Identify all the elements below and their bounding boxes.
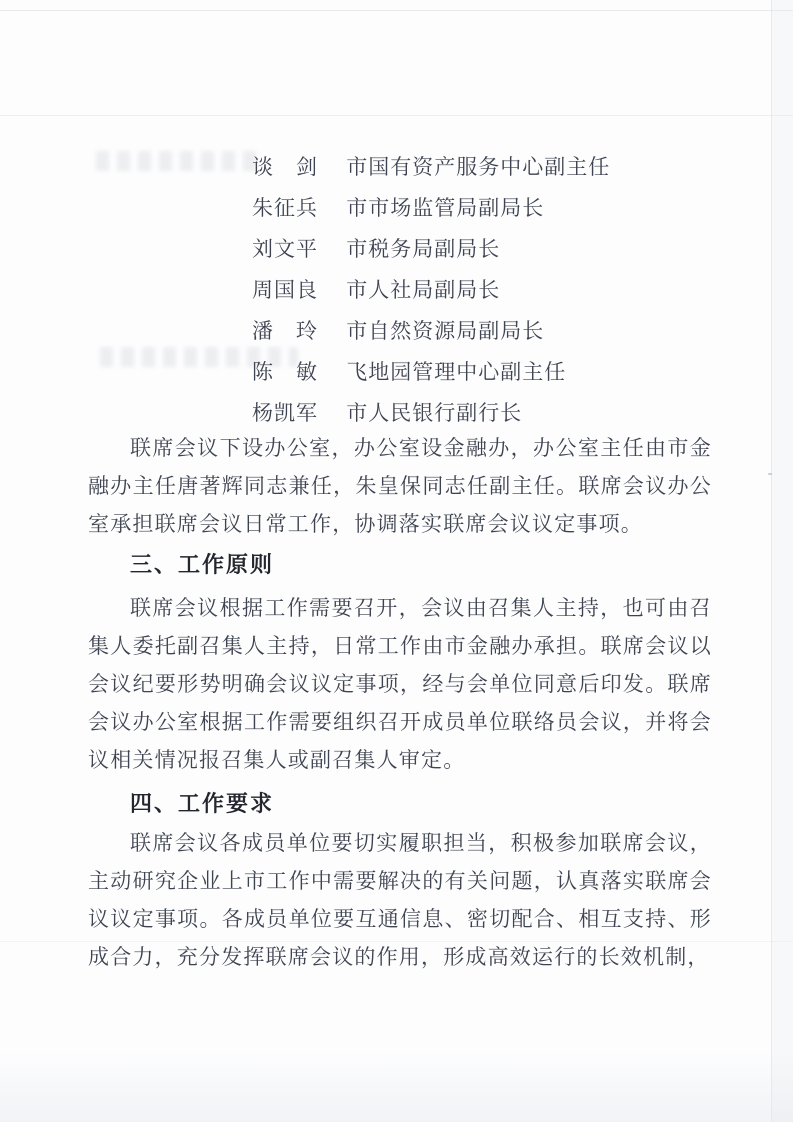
member-roster bbox=[252, 147, 610, 434]
member-title: 市自然资源局副局长 bbox=[346, 319, 545, 343]
work-requirements-paragraph: 联席会议各成员单位要切实履职担当，积极参加联席会议，主动研究企业上市工作中需要解决的有关问题，认真落实联席会议议定事项。各成员单位要互通信息、密切配合、相互支持、形成合力，充分发挥联席会议的作用，形成高效运行的长效机制， bbox=[88, 831, 712, 969]
roster-row bbox=[252, 229, 610, 270]
roster-row bbox=[252, 270, 610, 311]
member-name: 杨凯军 bbox=[252, 401, 318, 425]
member-name: 潘 玲 bbox=[252, 319, 318, 343]
scan-bottom-shading bbox=[0, 1052, 793, 1122]
scan-line-artifact bbox=[0, 115, 793, 116]
scan-edge-shading bbox=[772, 0, 793, 1122]
bleed-through-ghost-text bbox=[96, 151, 264, 171]
roster-row bbox=[252, 352, 610, 393]
work-principles-paragraph: 联席会议根据工作需要召开，会议由召集人主持，也可由召集人委托副召集人主持，日常工作由市金融办承担。联席会议以会议纪要形势明确会议议定事项，经与会单位同意后印发。联席会议办公室根据工作需要组织召开成员单位联络员会议，并将会议相关情况报召集人或副召集人审定。 bbox=[88, 596, 712, 772]
member-title: 市人民银行副行长 bbox=[346, 401, 523, 425]
member-title: 市人社局副局长 bbox=[346, 278, 501, 302]
office-setup-paragraph: 联席会议下设办公室，办公室设金融办，办公室主任由市金融办主任唐著辉同志兼任，朱皇保同志任副主任。联席会议办公室承担联席会议日常工作，协调落实联席会议议定事项。 bbox=[88, 436, 712, 536]
member-title: 市国有资产服务中心副主任 bbox=[346, 155, 611, 179]
member-name: 陈 敏 bbox=[252, 360, 318, 384]
roster-row bbox=[252, 311, 610, 352]
section-heading-work-principles: 三、工作原则 bbox=[130, 552, 275, 577]
section-heading-work-requirements: 四、工作要求 bbox=[130, 791, 275, 816]
scan-edge-line bbox=[771, 0, 772, 1122]
roster-row bbox=[252, 393, 610, 434]
roster-row bbox=[252, 147, 610, 188]
roster-row bbox=[252, 188, 610, 229]
member-name: 周国良 bbox=[252, 278, 318, 302]
scan-speck bbox=[768, 473, 772, 475]
member-title: 市市场监管局副局长 bbox=[346, 196, 545, 220]
member-title: 市税务局副局长 bbox=[346, 237, 501, 261]
member-name: 刘文平 bbox=[252, 237, 318, 261]
member-name: 朱征兵 bbox=[252, 196, 318, 220]
scan-line-artifact bbox=[0, 10, 793, 11]
member-title: 飞地园管理中心副主任 bbox=[346, 360, 567, 384]
member-name: 谈 剑 bbox=[252, 155, 318, 179]
